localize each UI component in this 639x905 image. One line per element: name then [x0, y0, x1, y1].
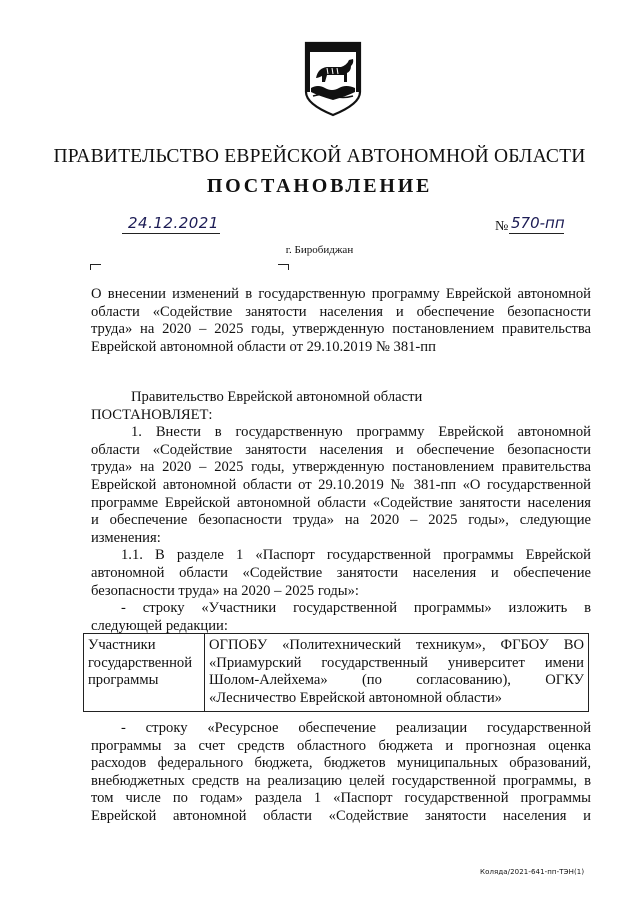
para1-line: программе Еврейской автономной области «Содействие занятости населения	[91, 494, 591, 511]
government-title: ПРАВИТЕЛЬСТВО ЕВРЕЙСКОЙ АВТОНОМНОЙ ОБЛАСТИ	[53, 146, 586, 167]
line-instruction: - строку «Участники государственной программы» изложить в	[121, 600, 591, 617]
table-content-line: ОГПОБУ «Политехнический техникум», ФГБОУ ВО	[209, 637, 584, 653]
table-label-line: Участники	[88, 637, 156, 653]
corner-mark-left	[90, 264, 101, 270]
para1-line: изменения:	[91, 529, 161, 546]
table-content-line: «Лесничество Еврейской автономной области»	[209, 689, 502, 706]
after-line: том числе по годам» раздела 1 «Паспорт государственной программы	[91, 790, 591, 807]
preamble-line: Еврейской автономной области от 29.10.2019 № 381-пп	[91, 338, 436, 355]
preamble-line: О внесении изменений в государственную программу Еврейской автономной	[91, 286, 591, 302]
para1-line: Еврейской автономной области от 29.10.2019 № 381-пп «О государственной	[91, 476, 591, 493]
preamble-line: труда» на 2020 – 2025 годы, утвержденную постановлением правительства	[91, 321, 591, 338]
resource-line-paragraph	[91, 720, 591, 826]
after-line: программы за счет средств областного бюджета и прогнозная оценка	[91, 737, 591, 754]
table-content-cell	[205, 634, 589, 712]
decree-body	[91, 389, 591, 635]
table-row	[84, 634, 589, 712]
table-content-line: «Приамурский государственный университет имени	[209, 654, 584, 671]
coat-of-arms-icon	[303, 40, 363, 118]
para1-line: 1. Внести в государственную программу Еврейской автономной	[131, 424, 591, 441]
date-underline	[122, 233, 220, 234]
decree-word: ПОСТАНОВЛЯЕТ:	[91, 406, 213, 423]
document-type: ПОСТАНОВЛЕНИЕ	[206, 175, 433, 197]
line-instruction: следующей редакции:	[91, 617, 228, 634]
after-line: внебюджетных средств на реализацию целей государственной программы, в	[91, 772, 591, 789]
handwritten-date: 24.12.2021	[128, 214, 219, 232]
para1-line: и обеспечение безопасности труда» на 2020 – 2025 годы», следующие	[91, 512, 591, 529]
after-line: Еврейской автономной области «Содействие занятости населения и	[91, 807, 591, 824]
corner-mark-right	[278, 264, 289, 270]
footer-document-code: Коляда/2021-641-пп-ТЭН(1)	[480, 868, 585, 876]
after-line: - строку «Ресурсное обеспечение реализации государственной	[121, 720, 591, 736]
para11-line: автономной области «Содействие занятости населения и обеспечение	[91, 564, 591, 581]
para11-line: 1.1. В разделе 1 «Паспорт государственной программы Еврейской	[121, 547, 591, 564]
table-label-line: программы	[88, 672, 159, 689]
coat-of-arms-tiger-icon	[303, 40, 363, 118]
preamble	[91, 286, 591, 356]
participants-table	[83, 633, 589, 712]
number-underline	[509, 233, 564, 234]
city-line: г. Биробиджан	[285, 244, 354, 256]
para1-line: области «Содействие занятости населения и обеспечение безопасности	[91, 441, 591, 458]
para1-line: труда» на 2020 – 2025 годы, утвержденную постановлением правительства	[91, 459, 591, 476]
after-line: расходов федерального бюджета, бюджетов муниципальных образований,	[91, 755, 591, 772]
table-label-line: государственной	[88, 654, 193, 671]
table-content-line: Шолом-Алейхема» (по согласованию), ОГКУ	[209, 672, 584, 689]
preamble-line: области «Содействие занятости населения и обеспечение безопасности	[91, 303, 591, 320]
para11-line: безопасности труда» на 2020 – 2025 годы»:	[91, 582, 359, 599]
table-label-cell	[84, 634, 205, 712]
government-line: Правительство Еврейской автономной области	[131, 389, 423, 405]
number-sign: №	[495, 219, 509, 234]
handwritten-number: 570-пп	[511, 214, 565, 232]
